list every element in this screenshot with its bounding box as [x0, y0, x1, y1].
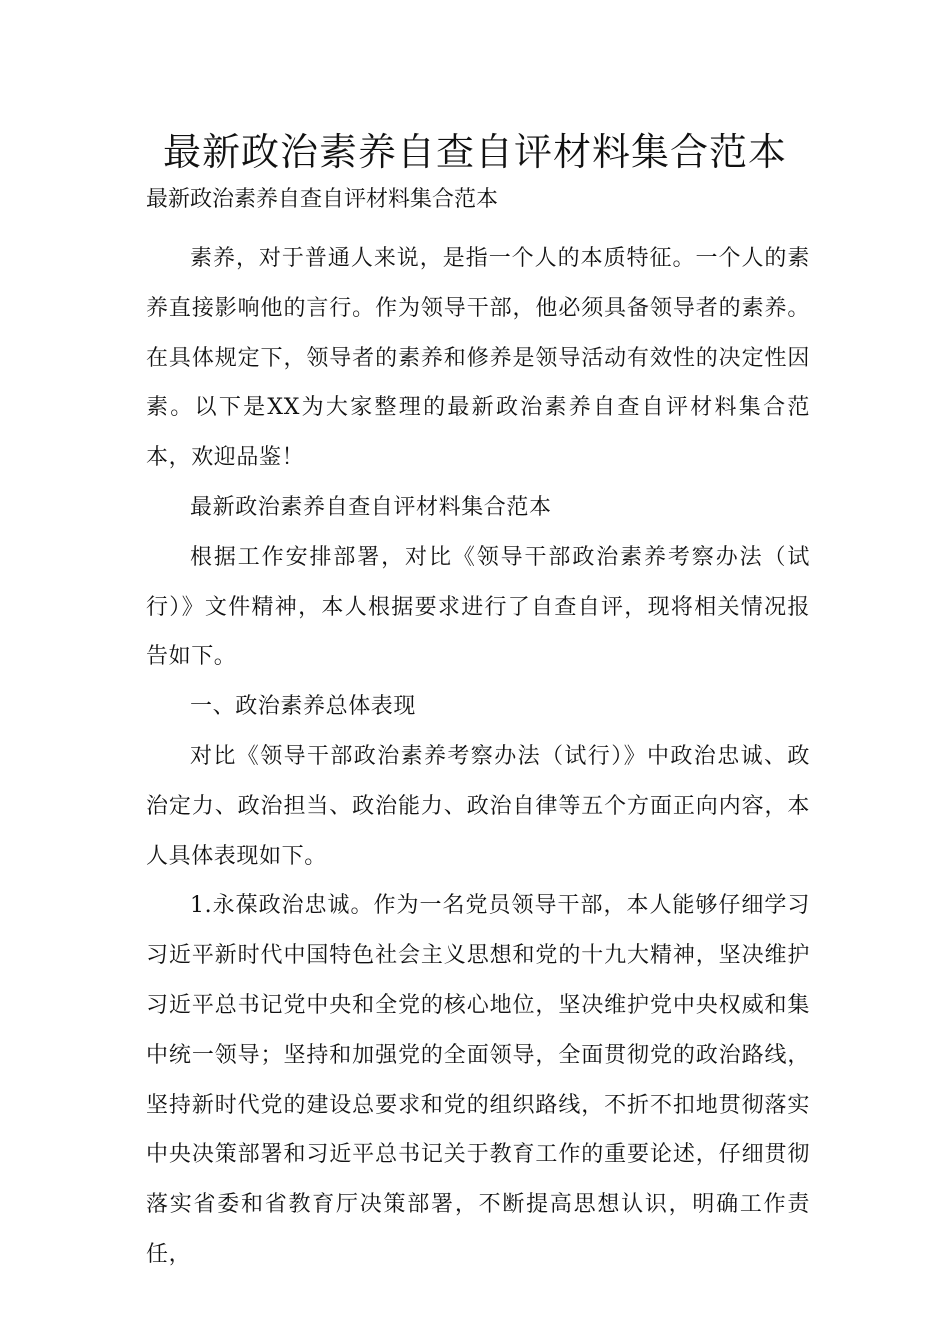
section-heading-paragraph: 最新政治素养自查自评材料集合范本: [190, 494, 552, 520]
document-body: [146, 234, 810, 1280]
section-one-heading: 一、政治素养总体表现: [190, 694, 417, 720]
report-intro-paragraph: 根据工作安排部署，对比《领导干部政治素养考察办法（试行）》文件精神，本人根据要求进行了自查自评，现将相关情况报告如下。: [146, 544, 810, 670]
document-title: 最新政治素养自查自评材料集合范本: [162, 130, 787, 174]
political-loyalty-paragraph: 1.永葆政治忠诚。作为一名党员领导干部，本人能够仔细学习习近平新时代中国特色社会主义思想和党的十九大精神，坚决维护习近平总书记党中央和全党的核心地位，坚决维护党中央权威和集中统一领导；坚持和加强党的全面领导，全面贯彻党的政治路线，坚持新时代党的建设总要求和党的组织路线，不折不扣地贯彻落实中央决策部署和习近平总书记关于教育工作的重要论述，仔细贯彻落实省委和省教育厅决策部署，不断提高思想认识，明确工作责任，: [146, 893, 810, 1267]
section-one-overview-paragraph: 对比《领导干部政治素养考察办法（试行）》中政治忠诚、政治定力、政治担当、政治能力、政治自律等五个方面正向内容，本人具体表现如下。: [146, 743, 810, 869]
document-subtitle: 最新政治素养自查自评材料集合范本: [146, 187, 499, 212]
intro-paragraph: 素养，对于普通人来说，是指一个人的本质特征。一个人的素养直接影响他的言行。作为领导干部，他必须具备领导者的素养。在具体规定下，领导者的素养和修养是领导活动有效性的决定性因素。以下是XX为大家整理的最新政治素养自查自评材料集合范本，欢迎品鉴！: [146, 246, 810, 471]
